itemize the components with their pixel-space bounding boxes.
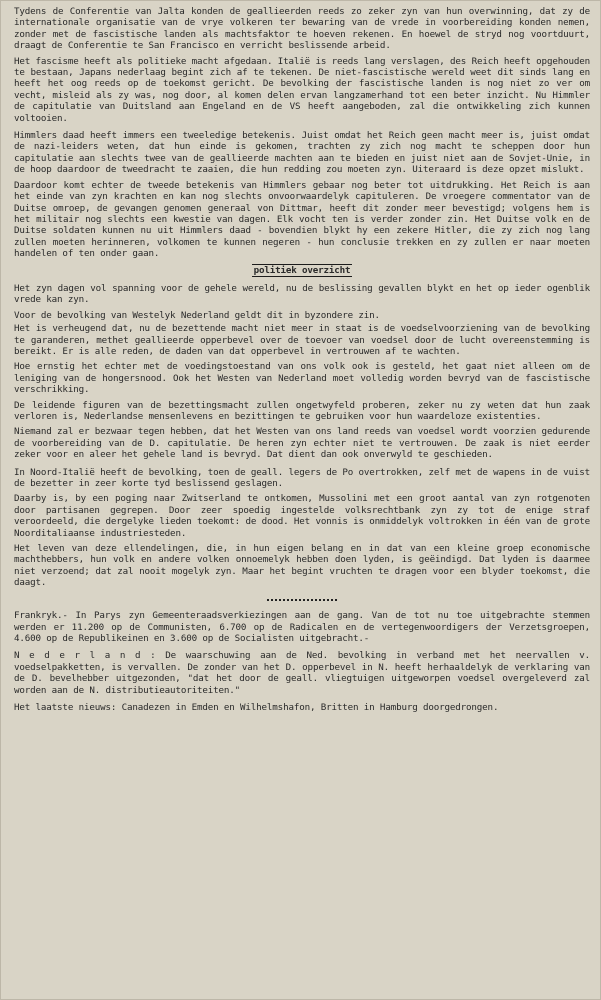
- paragraph-spanning: Het zyn dagen vol spanning voor de gehele wereld, nu de beslissing gevallen blykt en het op ieder ogenblik vrede kan zyn.: [14, 282, 590, 306]
- paragraph-voedingstoestand: Hoe ernstig het echter met de voedingstoestand van ons volk ook is gesteld, het gaat niet alleen om de leniging van de hongersnood. Ook het Westen van Nederland moet volledig worden bevryd van de fascistische verschrikking.: [14, 361, 590, 396]
- paragraph-mussolini: Daarby is, by een poging naar Zwitserland te ontkomen, Mussolini met een groot aantal van zyn rotgenoten door partisanen gegrepen. Door zeer spoedig ingestelde volksrechtbank zyn zy tot de enige straf veroordeeld, die dergelyke lieden toekomt: de dood. Het vonnis is onmiddelyk voltrokken in één van de grote Noorditaliaanse industriesteden.: [14, 493, 590, 539]
- section-label-wrap: [14, 264, 590, 277]
- paragraph-voedselvoorziening: Het is verheugend dat, nu de bezettende macht niet meer in staat is de voedselvoorziening van de bevolking te garanderen, methet geallieerde opperbevel over de toevoer van voedsel door de lucht overeenstemming is bereikt. Er is alle reden, de daden van dat opperbevel in vertrouwen af te wachten.: [14, 323, 590, 357]
- section-label-politiek-overzicht: politiek overzicht: [253, 264, 351, 276]
- paragraph-fascisme: Het fascisme heeft als politieke macht afgedaan. Italië is reeds lang verslagen, des Reich heeft opgehouden te bestaan, Japans nederlaag begint zich af te tekenen. De niet-fascistische wereld weet dit sinds lang en heeft het oog reeds op de toekomst gericht. De bevolking der fascistische landen is nog niet zo ver om vecht, misleid als zy was, nog door, al komen delen ervan langzamerhand tot een beter inzicht. Nu Himmler de capitulatie van Duitsland aan Engeland en de VS heeft aangeboden, zal die ontwikkeling zich kunnen voltooien.: [14, 55, 590, 124]
- paragraph-daardoor-text: Daardoor komt echter de tweede betekenis van Himmlers gebaar nog beter tot uitdrukking. Het Reich is aan het einde van zyn krachten en kan nog slechts onvoorwaardelyk capituleren. De vroegere commentator van de Duitse omroep, de gevangen genomen generaal von Dittmar, heeft dit zonder meer bevestigd; volgens hem is het militair nog slechts een kwestie van dagen. Elk vocht ten is verder zonder zin. Het Duitse volk en de Duitse soldaten kunnen nu uit Himmlers daad - bovendien blykt hy een zekere Hitler, die zy zich nog lang zullen moeten herinneren, volkomen te kunnen negeren - hun conclusie trekken en zy zullen er naar moeten handelen of ten onder gaan.: [14, 179, 590, 260]
- paragraph-himmler-daad: Himmlers daad heeft immers een tweeledige betekenis. Juist omdat het Reich geen macht meer is, juist omdat de nazi-leiders weten, dat hun einde is gekomen, trachten zy zich nog macht te scheppen door hun capitulatie aan slechts twee van de geallieerde machten aan te bieden en juist niet aan de Sovjet-Unie, in de hoop daardoor de tweedracht te zaaien, die hun redding zou moeten zyn. Uiteraard is deze opzet mislukt.: [14, 130, 590, 176]
- document-body: [14, 6, 590, 717]
- separator-dotted: [14, 593, 590, 604]
- paragraph-westelyk: Voor de bevolking van Westelyk Nederland geldt dit in byzondere zin.: [14, 309, 380, 321]
- paragraph-noord-italie: In Noord-Italië heeft de bevolking, toen de geall. legers de Po overtrokken, zelf met de wapens in de vuist de bezetter in zeer korte tyd beslissend geslagen.: [14, 466, 590, 490]
- paragraph-leidende-figuren: De leidende figuren van de bezettingsmacht zullen ongetwyfeld proberen, zeker nu zy weten dat hun zaak verloren is, Nederlandse mensenlevens en bezittingen te gebruiken voor hun waardeloze existenties.: [14, 399, 590, 422]
- news-frankryk: Frankryk.- In Parys zyn Gemeenteraadsverkiezingen aan de gang. Van de tot nu toe uitgebrachte stemmen werden er 11.200 op de Communisten, 6.700 op de Radicalen en de vertegenwoordigers der Verzetsgroepen, 4.600 op de Republikeinen en 3.600 op de Socialisten uitgebracht.-: [14, 610, 590, 644]
- paragraph-jalta: Tydens de Conferentie van Jalta konden de geallieerden reeds zo zeker zyn van hun overwinning, dat zy de internationale organisatie van de vrye volkeren ter bewaring van de vrede in voorbereiding konden nemen, zonder met de fascistische landen als machtsfaktor te hoeven rekenen. En hoewel de stryd nog voortduurt, draagt de Conferentie te San Francisco en verricht beslissende arbeid.: [14, 6, 590, 52]
- paragraph-ellendelingen: Het leven van deze ellendelingen, die, in hun eigen belang en in dat van een kleine groep economische machthebbers, hun volk en andere volken onnoemelyk hebben doen lyden, is geëindigd. Dat lyden is daarmee niet verzoend; dat zal nooit mogelyk zyn. Maar het begint vruchten te dragen voor een blyder toekomst, die daagt.: [14, 543, 590, 589]
- news-laatste: Het laatste nieuws: Canadezen in Emden en Wilhelmshafon, Britten in Hamburg doorgedrongen.: [14, 701, 499, 713]
- paragraph-daardoor: [14, 180, 590, 260]
- news-nederland: N e d e r l a n d : De waarschuwing aan de Ned. bevolking in verband met het neervallen v. voedselpakketten, is vervallen. De zonder van het D. opperbevel in N. heeft herhaaldelyk de verklaring van de D. bevelhebber uitgezonden, "dat het door de geall. vliegtuigen uitgeworpen voedsel overgeleverd zal worden aan de N. distributieautoriteiten.": [14, 650, 590, 696]
- paragraph-niemand: Niemand zal er bezwaar tegen hebben, dat het Westen van ons land reeds van voedsel wordt voorzien gedurende de voorbereiding van de D. capitulatie. De heren zyn echter niet te vertrouwen. De zaak is niet eerder zeker voor en aleer het gehele land is bevryd. Dat dient dan ook onverwyld te geschieden.: [14, 426, 590, 461]
